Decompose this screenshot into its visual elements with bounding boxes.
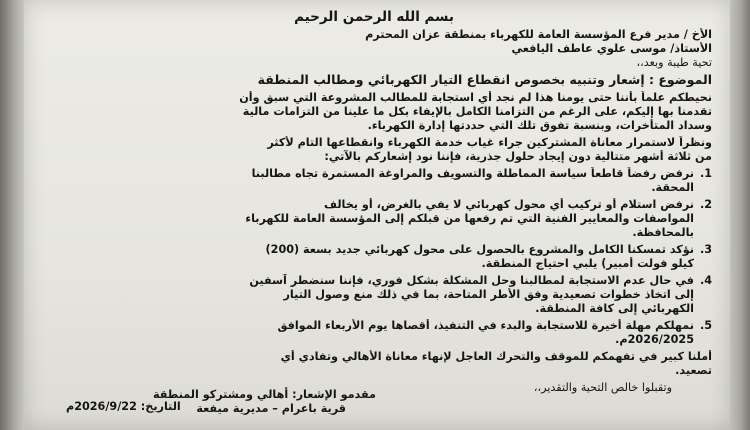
letter-document <box>36 6 712 426</box>
item-line: نؤكد تمسكنا الكامل والمشروع بالحصول على محول كهربائي جديد بسعة (200) <box>265 243 694 256</box>
item-line: إلى اتخاذ خطوات تصعيدية وفق الأطر المتاحة، بما في ذلك منع وصول التيار <box>283 288 694 301</box>
signature-line: مقدمو الإشعار: أهالي ومشتركو المنطقة <box>152 388 376 401</box>
date-label: التاريخ: <box>140 400 181 413</box>
item-line: المواصفات والمعايير الفنية التي تم رفعها من قبلكم إلى المؤسسة العامة للكهرباء <box>245 212 694 225</box>
closing-paragraph <box>36 350 712 378</box>
item-line: في حال عدم الاستجابة لمطالبنا وحل المشكلة بشكل فوري، فإننا سنضطر آسفين <box>249 274 694 287</box>
date-value: 2026/9/22م <box>66 400 137 413</box>
item-line: بالمحافظة. <box>632 226 694 239</box>
list-item-4 <box>36 274 712 316</box>
paragraph-line: ونظراً لاستمرار معاناة المشتركين جراء غياب خدمة الكهرباء وانقطاعها التام لأكثر <box>267 136 712 149</box>
item-line: الكهربائي إلى كافة المنطقة. <box>535 302 694 315</box>
item-line: نرفض رفضاً قاطعاً سياسة المماطلة والتسويف والمراوغة المستمرة تجاه مطالبنا <box>251 167 694 180</box>
paragraph-2 <box>36 136 712 164</box>
greeting: تحية طيبة وبعد،، <box>636 56 712 69</box>
paragraph-1 <box>36 91 712 133</box>
item-line: المحقة. <box>651 181 694 194</box>
list-item-2 <box>36 198 712 240</box>
thanks-line: وتقبلوا خالص التحية والتقدير،، <box>533 381 672 394</box>
signature-location: قرية باعرام – مديرية ميفعة <box>196 402 346 415</box>
subject-label: الموضوع : <box>648 72 712 87</box>
item-line: 2026/2025م. <box>615 333 694 346</box>
subject-line <box>36 71 712 88</box>
paragraph-line: نحيطكم علماً بأننا حتى يومنا هذا لم نجد أي استجابة للمطالب المشروعة التي سبق وأن <box>239 91 712 104</box>
paragraph-line: من ثلاثة أشهر متتالية دون إيجاد حلول جذرية، فإننا نود إشعاركم بالآتي: <box>324 150 712 163</box>
item-line: نرفض استلام أو تركيب أي محول كهربائي لا يفي بالغرض، أو يخالف <box>324 198 694 211</box>
subject-text: إشعار وتنبيه بخصوص انقطاع التيار الكهربائي ومطالب المنطقة <box>257 72 645 87</box>
item-line: نمهلكم مهلة أخيرة للاستجابة والبدء في التنفيذ، أقصاها يوم الأربعاء الموافق <box>277 319 694 332</box>
item-number: 3. <box>699 243 712 256</box>
item-line: كيلو فولت أمبير) يلبي احتياج المنطقة. <box>481 257 694 270</box>
item-number: 1. <box>699 167 712 180</box>
list-item-5 <box>36 319 712 347</box>
item-number: 2. <box>699 198 712 211</box>
item-number: 5. <box>699 319 712 332</box>
recipient-line: الأخ / مدير فرع المؤسسة العامة للكهرباء بمنطقة عزان المحترم <box>365 28 712 41</box>
paragraph-line: وسداد المتأخرات، وبنسبة تفوق تلك التي حددتها إدارة الكهرباء. <box>367 119 712 132</box>
basmala-heading: بسم الله الرحمن الرحيم <box>294 9 454 25</box>
item-number: 4. <box>699 274 712 287</box>
closing-line: أملنا كبير في تفهمكم للموقف والتحرك العاجل لإنهاء معاناة الأهالي وتفادي أي <box>280 350 712 363</box>
closing-line: تصعيد. <box>675 364 712 377</box>
signature-block <box>66 388 706 416</box>
list-item-3 <box>36 243 712 271</box>
recipient-name: الأستاذ/ موسى علوي عاطف اليافعي <box>511 42 712 55</box>
paragraph-line: تقدمنا بها إليكم، على الرغم من التزامنا الكامل بالإيفاء بكل ما علينا من التزامات مالية <box>242 105 712 118</box>
list-item-1 <box>36 167 712 195</box>
date-line <box>66 400 181 414</box>
